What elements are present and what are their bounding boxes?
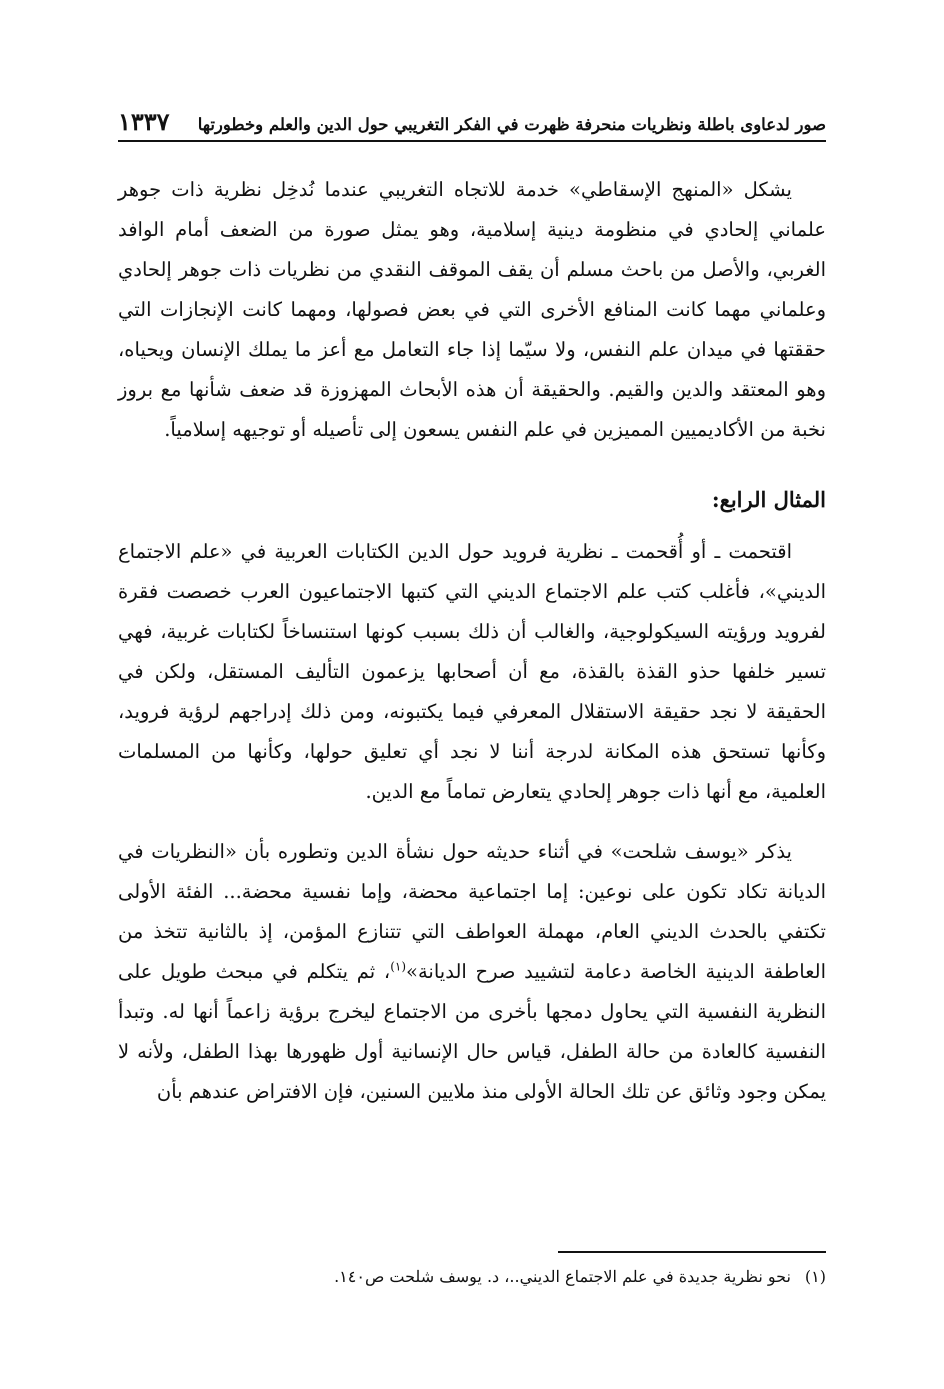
running-title: صور لدعاوى باطلة ونظريات منحرفة ظهرت في الفكر التغريبي حول الدين والعلم وخطورتها [197, 115, 826, 134]
footnote-reference: (١) [390, 959, 407, 974]
footnote-number: (١) [804, 1267, 826, 1286]
paragraph-text: ، ثم يتكلم في مبحث طويل على النظرية النفسية التي يحاول دمجها بأخرى من الاجتماع ليخرج برؤية زاعماً أنها له. وتبدأ النفسية كالعادة من حالة الطفل، قياس حال الإنسانية أول ظهورها بهذا الطفل، ولأنه لا يمكن وجود وثائق عن تلك الحالة الأولى منذ ملايين السنين، فإن الافتراض عندهم بأن [118, 960, 826, 1103]
footnote-divider [558, 1251, 826, 1253]
paragraph: يشكل «المنهج الإسقاطي» خدمة للاتجاه التغريبي عندما نُدخِل نظرية ذات جوهر علماني إلحادي في منظومة دينية إسلامية، وهو يمثل صورة من الضعف أمام الوافد الغربي، والأصل من باحث مسلم أن يقف الموقف النقدي من نظريات ذات جوهر إلحادي وعلماني مهما كانت المنافع الأخرى التي في بعض فصولها، ومهما كانت الإنجازات التي حققتها في ميدان علم النفس، ولا سيّما إذا جاء التعامل مع أعز ما يملك الإنسان ويحياه، وهو المعتقد والدين والقيم. والحقيقة أن هذه الأبحاث المهزوزة قد ضعف شأنها مع بروز نخبة من الأكاديميين المميزين في علم النفس يسعون إلى تأصيله أو توجيهه إسلامياً. [118, 178, 826, 441]
section-heading: المثال الرابع: [711, 487, 826, 512]
page-header [118, 100, 826, 142]
footnote [118, 1262, 826, 1292]
paragraph: اقتحمت ـ أو أُقحمت ـ نظرية فرويد حول الدين الكتابات العربية في «علم الاجتماع الديني»، فأغلب كتب علم الاجتماع الديني التي كتبها الاجتماعيون العرب خصصت فقرة لفرويد ورؤيته السيكولوجية، والغالب أن ذلك بسبب كونها استنساخاً لكتابات غربية، فهي تسير خلفها حذو القذة بالقذة، مع أن أصحابها يزعمون التأليف المستقل، ولكن في الحقيقة لا نجد حقيقة الاستقلال المعرفي فيما يكتبونه، ومن ذلك إدراجهم لرؤية فرويد، وكأنها تستحق هذه المكانة لدرجة أننا لا نجد أي تعليق حولها، وكأنها من المسلمات العلمية، مع أنها ذات جوهر إلحادي يتعارض تماماً مع الدين. [118, 540, 826, 803]
paragraph [118, 832, 826, 1112]
body-text [118, 170, 826, 1112]
paragraph-text: يذكر «يوسف شلحت» في أثناء حديثه حول نشأة الدين وتطوره بأن «النظريات في الديانة تكاد تكون على نوعين: إما اجتماعية محضة، وإما نفسية محضة... الفئة الأولى تكتفي بالحدث الديني العام، مهملة العواطف التي تتنازع المؤمن، إذ بالثانية تتخذ من العاطفة الدينية الخاصة دعامة لتشييد صرح الديانة» [118, 840, 826, 983]
page-number: ١٣٣٧ [118, 107, 170, 136]
footnote-text: نحو نظرية جديدة في علم الاجتماع الديني..، د. يوسف شلحت ص١٤٠. [334, 1267, 791, 1286]
